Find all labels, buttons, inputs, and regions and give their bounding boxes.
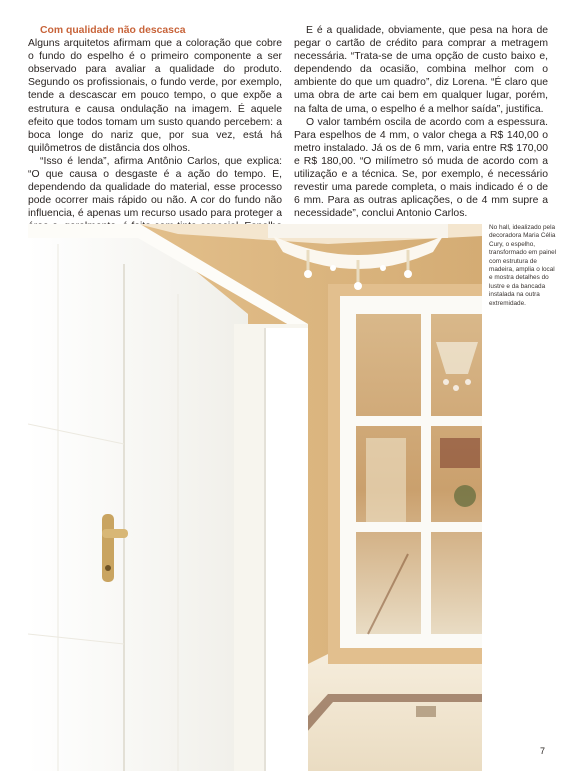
section-heading: Com qualidade não descasca: [40, 25, 186, 36]
page-number: 7: [540, 746, 546, 756]
article-column-right: [294, 24, 548, 220]
photo-caption: No hall, idealizado pela decoradora Maria Célia Cury, o espelho, transformado em painel com estrutura de madeira, amplia o local e mostra detalhes do lustre e da bancada instalada na outra extremidade.: [489, 224, 557, 307]
body-paragraph: “Isso é lenda”, afirma Antônio Carlos, que explica: “O que causa o desgaste é a ação do tempo. E, dependendo da qualidade do material, esse processo pode ocorrer mais rápido ou não. A cor do fundo não influencia, é apenas um recurso usado para proteger a: [28, 155, 282, 220]
body-paragraph: O valor também oscila de acordo com a espessura. Para espelhos de 4 mm, o valor chega a R$ 140,00 o metro instalado. Já os de 6 mm, varia entre R$ 170,00 e R$ 180,00. “O milímetro só muda de acordo com a utilização e a técnica. Se, por exemplo, é necessário revestir uma parede completa, o mais indicado é o de 6 mm. Para as outras aplicações, o de 4 mm supre a necessidade”, conclui Antonio Carlos.: [294, 116, 548, 220]
hall-photo: [28, 224, 482, 771]
body-paragraph: Alguns arquitetos afirmam que a coloração que cobre o fundo do espelho é o primeiro componente a ser observado para avaliar a qualidade do produto. Segundo os profissionais, o fundo verde, por exemplo, tende a descascar em pouco tempo, o que expõe a estrutura e causa ondulação na imagem. É aquele efeito que todos tomam um susto quando percebem: a boca longe do nariz que, por sua vez, está há quilômetros de distância dos olhos.: [28, 38, 282, 154]
white-door: [28, 224, 248, 771]
body-paragraph: E é a qualidade, obviamente, que pesa na hora de pegar o cartão de crédito para comprar a metragem necessária. “Trata-se de uma opção de custo baixo e, dependendo da ocasião, combina melhor com o ambiente do que um quadro”, diz Lorena. “É claro que uma obra de arte cai bem em qualquer lugar, porém, na falta de uma, o espelho é a melhor saída”, justifica.: [294, 25, 548, 115]
article-column-left: [28, 24, 282, 247]
